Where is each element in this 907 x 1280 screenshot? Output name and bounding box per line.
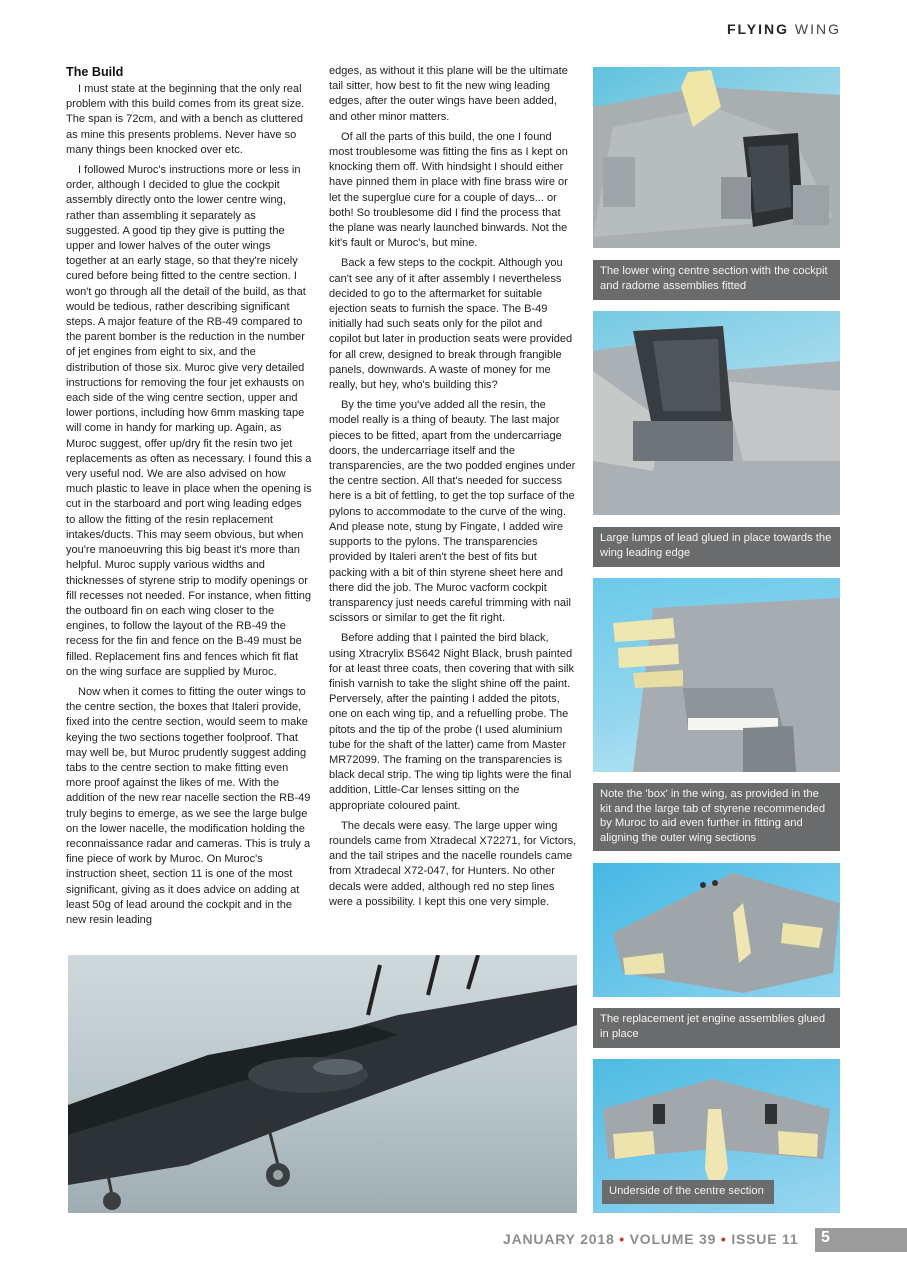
footer-separator-dot: • xyxy=(619,1231,625,1247)
paragraph: Now when it comes to fitting the outer wings to the centre section, the boxes that Italeri provide, fixed into the centre section, would seem to make keying the two sections together foolproof. That may well be, but Muroc prudently suggest adding tabs to the centre section to make fitting even more proof against the likes of me. With the addition of the new rear nacelle section the RB-49 truly begins to emerge, as we see the large bulge on the lower nacelle, the modification holding the reconnaissance radar and cameras. This is truly a fine piece of work by Muroc. On Muroc's instruction sheet, section 11 is one of the most significant, giving as it does advice on adding at least 50g of lead around the cockpit and in the new resin leading xyxy=(66,685,311,926)
section-heading: The Build xyxy=(66,65,124,79)
paragraph: Before adding that I painted the bird black, using Xtracrylix BS642 Night Black, brush painted for at least three coats, then covering that with silk finish varnish to take the slight shine off the paint. Perversely, after the painting I added the pitots, one on each wing tip, and a refuelling probe. The pitots and the tip of the probe (I used aluminium tube for the shaft of the latter) came from Master MR72099. The framing on the transparencies is black decal strip. The wing tip lights were the final addition, Little-Car lenses sitting on the appropriate coloured paint. xyxy=(329,632,574,812)
paragraph: The decals were easy. The large upper wing roundels came from Xtradecal X72271, for Victors, and the tail stripes and the nacelle roundels came from Xtradecal X72-047, for Hunters. No other decals were added, although red no step lines were a possibility. I kept this one very simple. xyxy=(329,819,577,908)
caption-underside: Underside of the centre section xyxy=(602,1180,774,1204)
article-column-1 xyxy=(66,64,312,933)
footer-separator-dot: • xyxy=(720,1231,727,1247)
caption-jet-engines: The replacement jet engine assemblies glued in place xyxy=(593,1008,840,1048)
wing-cockpit-illustration xyxy=(593,67,840,248)
page-number: 5 xyxy=(821,1229,830,1246)
footer-volume: VOLUME 39 xyxy=(629,1231,717,1247)
photo-jet-engines xyxy=(593,863,840,997)
caption-wing-box: Note the 'box' in the wing, as provided in the kit and the large tab of styrene recommended by Muroc to aid even further in fitting and aligning the outer wing sections xyxy=(593,783,840,851)
photo-wing-box xyxy=(593,578,840,772)
issue-footer xyxy=(503,1231,798,1247)
photo-lower-wing-centre xyxy=(593,67,840,248)
article-column-2 xyxy=(329,64,577,915)
caption-lower-wing-centre: The lower wing centre section with the cockpit and radome assemblies fitted xyxy=(593,260,840,300)
caption-lead-lumps: Large lumps of lead glued in place towards the wing leading edge xyxy=(593,527,840,567)
paragraph: Of all the parts of this build, the one I found most troublesome was fitting the fins as I kept on knocking them off. With hindsight I should either have pinned them in place with fine brass wire or let the superglue cure for a couple of days... or both! So troublesome did I find the process that the plane was nearly launched binwards. Not the kit's fault or Muroc's, but mine. xyxy=(329,130,568,250)
header-brand-light: WING xyxy=(794,21,841,37)
paragraph: By the time you've added all the resin, the model really is a thing of beauty. The last major pieces to be fitted, apart from the undercarriage doors, the undercarriage itself and the transparencies, are the two podded engines under the centre section. All that's needed for success here is a bit of fettling, to get the top surface of the pylons to accommodate to the curve of the wing. And please note, stung by Fingate, I added wire supports to the pylons. The transparencies provided by Italeri aren't the best of fits but packing with a bit of thin styrene sheet here and there did the job. The Muroc vacform cockpit transparency just needs careful trimming with nail scissors or similar to get the fit right. xyxy=(329,399,576,625)
paragraph-continued: edges, as without it this plane will be the ultimate tail sitter, how best to fit the new wing leading edges, after the outer wings have been added, and other minor matters. xyxy=(329,65,568,123)
running-header xyxy=(727,21,841,37)
finished-model-illustration xyxy=(68,955,577,1213)
page-number-box xyxy=(815,1228,907,1252)
footer-issue: ISSUE 11 xyxy=(731,1231,799,1247)
photo-underside xyxy=(593,1059,840,1213)
paragraph: Back a few steps to the cockpit. Although you can't see any of it after assembly I nevertheless decided to go to the aftermarket for suitable ejection seats to furnish the space. The B-49 initially had such seats only for the pilot and copilot but later in production seats were provided for all crew, designed to break through frangible panels, downwards. A waste of money for me really, but hey, who's building this? xyxy=(329,257,573,392)
footer-month: JANUARY 2018 xyxy=(503,1231,615,1247)
jet-engine-illustration xyxy=(593,863,840,997)
lead-wing-illustration xyxy=(593,311,840,515)
photo-lead-lumps xyxy=(593,311,840,515)
header-brand-bold: FLYING xyxy=(726,21,789,37)
wing-box-illustration xyxy=(593,578,840,772)
paragraph: I must state at the beginning that the only real problem with this build comes from its great size. The span is 72cm, and with a bench as cluttered as mine this presents problems. Never have so many things been knocked over etc. xyxy=(66,83,305,156)
paragraph: I followed Muroc's instructions more or less in order, although I decided to glue the cockpit assembly directly onto the lower centre wing, rather than assembling it separately as suggested. A good tip they give is putting the upper and lower halves of the outer wings together at an early stage, so that they're nicely cured before being fitted to the centre section. I won't go through all the detail of the build, as that would be tedious, rather describing significant steps. A major feature of the RB-49 compared to the parent bomber is the reduction in the number of jet engines from eight to six, and the distribution of those six. Muroc give very detailed instructions for removing the four jet exhausts on each side of the wing centre section, upper and lower portions, including how 6mm masking tape will come in handy for marking up. Again, as Muroc suggest, offer up/dry fit the resin two jet replacements as often as necessary. I found this a very useful nod. We are also advised on how much plastic to leave in place when the opening is cut in the starboard and port wing leading edges to allow the fitting of the resin replacement intakes/ducts. This may seem obvious, but when you're manoeuvring this big beast it's more than helpful. Muroc supply various widths and thicknesses of styrene strip to modify openings or fill recesses not needed. For instance, when fitting the outboard fin on each wing closer to the engines, to follow the layout of the RB-49 the recess for the fin and fence on the B-49 must be filled. Replacement fins and fences which fit flat on the wing surface are supplied by Muroc. xyxy=(66,164,312,678)
photo-finished-model xyxy=(68,955,577,1213)
